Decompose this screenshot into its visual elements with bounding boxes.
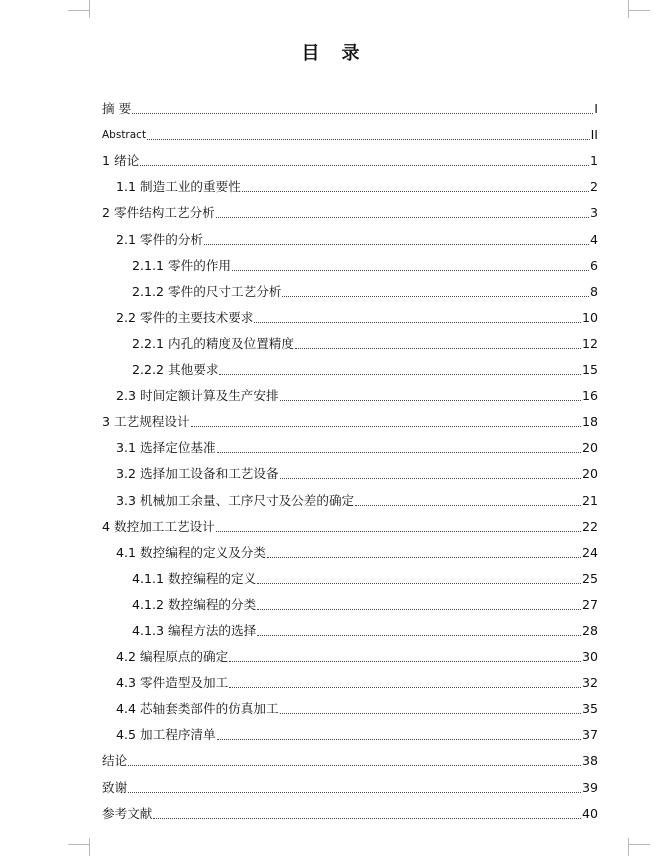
toc-dot-leader: [257, 609, 581, 610]
toc-dot-leader: [153, 818, 581, 819]
toc-entry-label: 4.1.1 数控编程的定义: [132, 570, 257, 586]
toc-dot-leader: [204, 244, 589, 245]
crop-mark-bottom-right-v: [628, 838, 629, 856]
toc-entry-label: 2.1.2 零件的尺寸工艺分析: [132, 283, 282, 299]
toc-entry-label: 4.1.2 数控编程的分类: [132, 596, 257, 612]
toc-title: 目 录: [301, 43, 362, 64]
toc-dot-leader: [229, 687, 581, 688]
crop-mark-bottom-left-v: [89, 838, 90, 856]
toc-entry-page-number: II: [590, 127, 598, 143]
toc-entry-label: 4.1 数控编程的定义及分类: [116, 544, 266, 560]
toc-entry-label: 4.2 编程原点的确定: [116, 649, 229, 665]
crop-mark-bottom-right-h: [628, 844, 650, 845]
toc-entry-page-number: 38: [581, 753, 598, 769]
toc-entry-page-number: 20: [581, 466, 598, 482]
toc-entry-page-number: 35: [581, 701, 598, 717]
toc-entry[interactable]: [102, 718, 598, 744]
toc-dot-leader: [280, 713, 581, 714]
toc-entry-page-number: 24: [581, 544, 598, 560]
toc-entry-page-number: 18: [581, 414, 598, 430]
toc-entry[interactable]: [102, 457, 598, 483]
toc-dot-leader: [254, 322, 581, 323]
toc-entry-page-number: 21: [581, 492, 598, 508]
toc-entry-page-number: 20: [581, 440, 598, 456]
toc-dot-leader: [242, 191, 589, 192]
toc-entry[interactable]: [102, 275, 598, 301]
toc-entry[interactable]: [102, 588, 598, 614]
toc-dot-leader: [132, 113, 593, 114]
toc-entry-label: 摘 要: [102, 101, 132, 117]
toc-entry[interactable]: [102, 353, 598, 379]
toc-entry[interactable]: [102, 483, 598, 509]
toc-entry[interactable]: [102, 222, 598, 248]
toc-entry[interactable]: [102, 405, 598, 431]
toc-dot-leader: [217, 452, 581, 453]
toc-entry[interactable]: [102, 379, 598, 405]
toc-entry[interactable]: [102, 640, 598, 666]
toc-entry-page-number: 16: [581, 388, 598, 404]
toc-entry[interactable]: [102, 510, 598, 536]
toc-entry[interactable]: [102, 431, 598, 457]
toc-entry-page-number: I: [594, 101, 598, 117]
toc-dot-leader: [147, 139, 589, 140]
toc-entry[interactable]: [102, 170, 598, 196]
toc-entry-page-number: 12: [581, 335, 598, 351]
crop-mark-bottom-left-h: [68, 844, 90, 845]
toc-entry[interactable]: [102, 196, 598, 222]
toc-entry[interactable]: [102, 562, 598, 588]
toc-entry[interactable]: [102, 692, 598, 718]
toc-entry[interactable]: [102, 744, 598, 770]
toc-entry-label: 2.2.2 其他要求: [132, 362, 219, 378]
toc-dot-leader: [257, 583, 581, 584]
toc-entry[interactable]: [102, 301, 598, 327]
toc-entry-page-number: 1: [589, 153, 598, 169]
toc-entry-page-number: 27: [581, 596, 598, 612]
toc-entry-label: Abstract: [102, 129, 147, 142]
toc-dot-leader: [257, 635, 581, 636]
toc-dot-leader: [216, 217, 589, 218]
toc-dot-leader: [355, 505, 581, 506]
toc-entry-page-number: 4: [589, 231, 598, 247]
toc-entry-label: 2.1 零件的分析: [116, 231, 204, 247]
toc-entry-page-number: 15: [581, 362, 598, 378]
toc-dot-leader: [267, 557, 581, 558]
crop-mark-top-left-v: [89, 0, 90, 18]
toc-entry-label: 3.1 选择定位基准: [116, 440, 216, 456]
toc-entry-page-number: 39: [581, 779, 598, 795]
toc-entry-label: 2 零件结构工艺分析: [102, 205, 215, 221]
toc-entry-label: 4.3 零件造型及加工: [116, 675, 229, 691]
toc-entry-page-number: 10: [581, 309, 598, 325]
table-of-contents: [102, 92, 598, 823]
toc-entry-label: 1 绪论: [102, 153, 140, 169]
toc-entry-label: 2.1.1 零件的作用: [132, 257, 232, 273]
crop-mark-top-right-h: [628, 10, 650, 11]
toc-entry-page-number: 37: [581, 727, 598, 743]
toc-entry-label: 参考文献: [102, 805, 153, 821]
toc-entry[interactable]: [102, 666, 598, 692]
toc-entry[interactable]: [102, 614, 598, 640]
toc-entry-page-number: 22: [581, 518, 598, 534]
toc-dot-leader: [217, 739, 581, 740]
toc-entry-label: 3.2 选择加工设备和工艺设备: [116, 466, 279, 482]
toc-entry[interactable]: [102, 249, 598, 275]
toc-entry[interactable]: [102, 118, 598, 144]
toc-dot-leader: [232, 270, 589, 271]
toc-dot-leader: [282, 296, 589, 297]
toc-entry[interactable]: [102, 92, 598, 118]
crop-mark-top-right-v: [628, 0, 629, 18]
toc-entry[interactable]: [102, 770, 598, 796]
crop-mark-top-left-h: [68, 10, 90, 11]
toc-dot-leader: [216, 531, 581, 532]
toc-dot-leader: [191, 426, 581, 427]
toc-dot-leader: [280, 478, 581, 479]
toc-entry-label: 4.4 芯轴套类部件的仿真加工: [116, 701, 279, 717]
toc-entry[interactable]: [102, 536, 598, 562]
toc-entry-label: 4 数控加工工艺设计: [102, 518, 215, 534]
toc-entry-page-number: 40: [581, 805, 598, 821]
toc-dot-leader: [140, 165, 589, 166]
toc-entry-label: 3 工艺规程设计: [102, 414, 190, 430]
toc-entry[interactable]: [102, 144, 598, 170]
toc-entry-label: 1.1 制造工业的重要性: [116, 179, 241, 195]
toc-dot-leader: [128, 792, 581, 793]
toc-entry-page-number: 25: [581, 570, 598, 586]
toc-entry-page-number: 3: [589, 205, 598, 221]
toc-entry-label: 2.2 零件的主要技术要求: [116, 309, 254, 325]
toc-entry-label: 4.1.3 编程方法的选择: [132, 622, 257, 638]
toc-entry-label: 3.3 机械加工余量、工序尺寸及公差的确定: [116, 492, 355, 508]
toc-entry[interactable]: [102, 327, 598, 353]
toc-entry-page-number: 28: [581, 622, 598, 638]
toc-dot-leader: [219, 374, 581, 375]
toc-entry[interactable]: [102, 797, 598, 823]
toc-entry-page-number: 8: [589, 283, 598, 299]
toc-entry-page-number: 6: [589, 257, 598, 273]
toc-entry-page-number: 30: [581, 649, 598, 665]
toc-dot-leader: [229, 661, 581, 662]
toc-entry-label: 结论: [102, 753, 128, 769]
toc-dot-leader: [128, 765, 581, 766]
toc-dot-leader: [295, 348, 581, 349]
toc-entry-page-number: 2: [589, 179, 598, 195]
toc-entry-label: 致谢: [102, 779, 128, 795]
toc-dot-leader: [280, 400, 581, 401]
toc-entry-label: 2.2.1 内孔的精度及位置精度: [132, 335, 294, 351]
toc-entry-label: 2.3 时间定额计算及生产安排: [116, 388, 279, 404]
toc-entry-page-number: 32: [581, 675, 598, 691]
toc-entry-label: 4.5 加工程序清单: [116, 727, 216, 743]
